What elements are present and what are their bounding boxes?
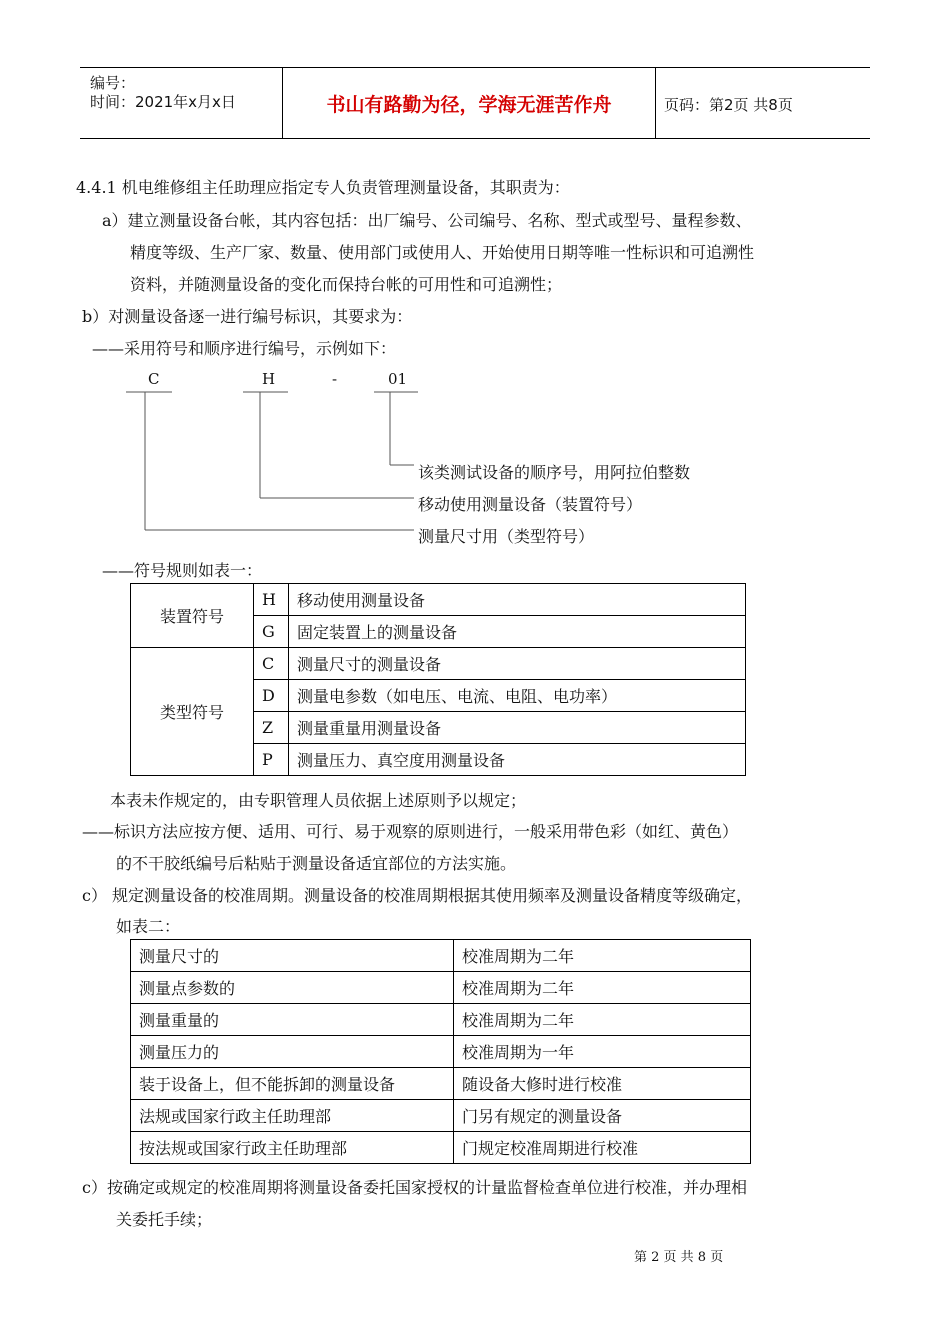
note-2-line1: ——标识方法应按方便、适用、可行、易于观察的原则进行，一般采用带色彩（如红、黄色） [82, 822, 739, 841]
item-a-line3: 资料，并随测量设备的变化而保持台帐的可用性和可追溯性； [130, 275, 563, 294]
calibration-item: 装于设备上，但不能拆卸的测量设备 [131, 1068, 454, 1100]
table-row [131, 1036, 751, 1068]
table-row [131, 1132, 751, 1164]
page-info: 页码：第2页 共8页 [664, 96, 793, 114]
symbol-desc: 测量压力、真空度用测量设备 [289, 744, 746, 776]
motto: 书山有路勤为径，学海无涯苦作舟 [326, 94, 612, 116]
calibration-period: 门规定校准周期进行校准 [454, 1132, 751, 1164]
calibration-item: 测量重量的 [131, 1004, 454, 1036]
symbol-desc: 固定装置上的测量设备 [289, 616, 746, 648]
calibration-item: 法规或国家行政主任助理部 [131, 1100, 454, 1132]
note-2-line2: 的不干胶纸编号后粘贴于测量设备适宜部位的方法实施。 [116, 854, 517, 873]
rule-intro: ——符号规则如表一： [102, 561, 263, 580]
item-c2-line1: c）按确定或规定的校准周期将测量设备委托国家授权的计量监督检查单位进行校准，并办理相 [82, 1178, 747, 1197]
label-size: 测量尺寸用（类型符号） [418, 527, 595, 546]
symbol-code: P [254, 744, 289, 776]
label-sequence: 该类测试设备的顺序号，用阿拉伯整数 [418, 463, 691, 482]
group-label-device: 装置符号 [131, 584, 254, 648]
calibration-period: 校准周期为一年 [454, 1036, 751, 1068]
table-row [131, 972, 751, 1004]
symbol-desc: 测量重量用测量设备 [289, 712, 746, 744]
calibration-period: 校准周期为二年 [454, 972, 751, 1004]
label-mobile: 移动使用测量设备（装置符号） [418, 495, 643, 514]
section-4-4-1: 4.4.1 机电维修组主任助理应指定专人负责管理测量设备，其职责为： [76, 178, 570, 197]
symbol-desc: 测量电参数（如电压、电流、电阻、电功率） [289, 680, 746, 712]
calibration-period: 校准周期为二年 [454, 940, 751, 972]
symbol-code: C [254, 648, 289, 680]
table-row [131, 584, 746, 616]
calibration-period: 门另有规定的测量设备 [454, 1100, 751, 1132]
calibration-item: 按法规或国家行政主任助理部 [131, 1132, 454, 1164]
calibration-period: 随设备大修时进行校准 [454, 1068, 751, 1100]
table-row [131, 1068, 751, 1100]
item-c-line1: c） 规定测量设备的校准周期。测量设备的校准周期根据其使用频率及测量设备精度等级确定， [82, 886, 753, 905]
code-symbol-01: 01 [388, 370, 408, 388]
code-symbol-c: C [148, 370, 160, 388]
symbol-code: D [254, 680, 289, 712]
table-row [131, 1100, 751, 1132]
table-row [131, 940, 751, 972]
calibration-item: 测量尺寸的 [131, 940, 454, 972]
symbol-desc: 测量尺寸的测量设备 [289, 648, 746, 680]
calibration-period-table [130, 939, 751, 1164]
page-footer: 第 2 页 共 8 页 [634, 1250, 724, 1265]
time-label: 时间：2021年x月x日 [90, 93, 236, 111]
group-label-type: 类型符号 [131, 648, 254, 776]
code-symbol-dash: - [332, 370, 338, 388]
item-c2-line2: 关委托手续； [116, 1210, 213, 1229]
item-b-line1: b）对测量设备逐一进行编号标识，其要求为： [82, 307, 413, 326]
table-row [131, 648, 746, 680]
note-1: 本表未作规定的，由专职管理人员依据上述原则予以规定； [110, 791, 527, 810]
calibration-period: 校准周期为二年 [454, 1004, 751, 1036]
item-a-line2: 精度等级、生产厂家、数量、使用部门或使用人、开始使用日期等唯一性标识和可追溯性 [130, 243, 755, 262]
number-label: 编号： [90, 74, 136, 92]
item-c-line2: 如表二： [116, 917, 181, 936]
table-row [131, 1004, 751, 1036]
symbol-code: G [254, 616, 289, 648]
calibration-item: 测量压力的 [131, 1036, 454, 1068]
symbol-desc: 移动使用测量设备 [289, 584, 746, 616]
code-symbol-h: H [262, 370, 276, 388]
item-b-line2: ——采用符号和顺序进行编号，示例如下： [92, 339, 397, 358]
calibration-item: 测量点参数的 [131, 972, 454, 1004]
symbol-code: Z [254, 712, 289, 744]
symbol-rules-table [130, 583, 746, 776]
item-a-line1: a）建立测量设备台帐，其内容包括：出厂编号、公司编号、名称、型式或型号、量程参数、 [102, 211, 752, 230]
symbol-code: H [254, 584, 289, 616]
